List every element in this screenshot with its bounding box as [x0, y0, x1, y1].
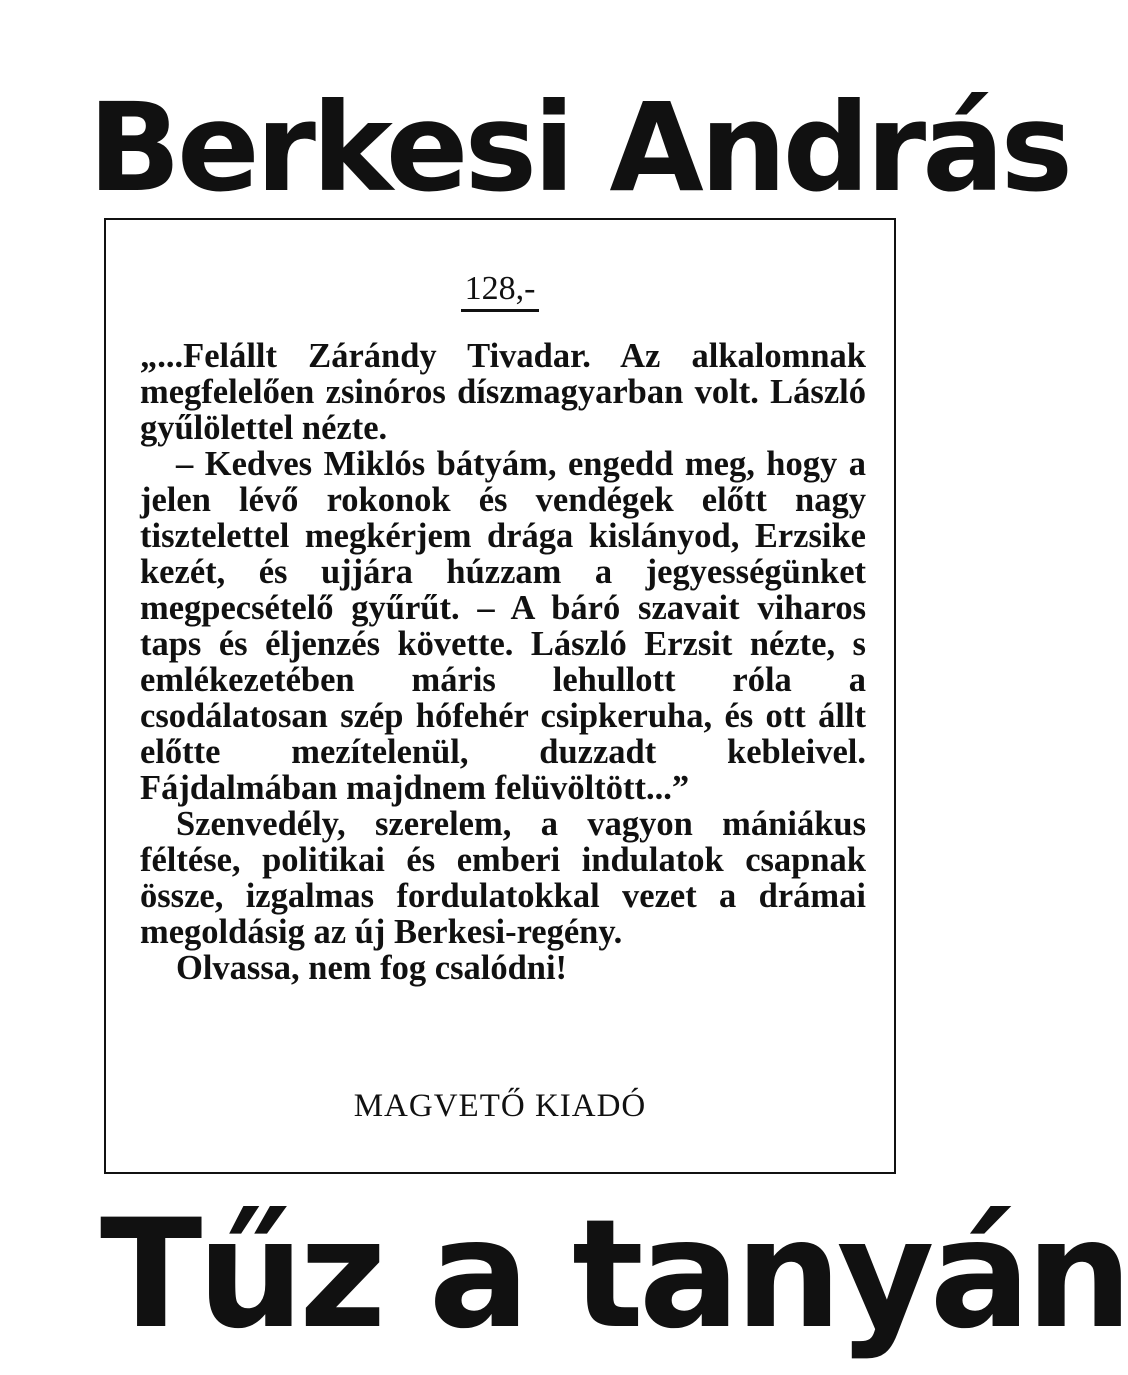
blurb-paragraph: „...Felállt Zárándy Tivadar. Az alkalomnak megfelelően zsinóros díszmagyarban volt. László gyűlölettel nézte. — [140, 337, 866, 447]
author-name: Berkesi András — [88, 77, 1070, 219]
blurb-paragraph: Olvassa, nem fog csalódni! — [176, 949, 568, 987]
blurb-text — [140, 338, 866, 986]
price-value: 128,- — [461, 270, 540, 312]
book-title: Tűz a tanyán — [100, 1188, 1128, 1362]
blurb-paragraph: – Kedves Miklós bátyám, engedd meg, hogy a jelen lévő rokonok és vendégek előtt nagy tisztelettel megkérjem drága kislányod, Erzsike kezét, és ujjára húzzam a jegyességünket megpecsételő gyűrűt. – A báró szavait viharos taps és éljenzés követte. László Erzsit nézte, s emlékezetében máris lehullott róla a csodálatosan szép hófehér csipkeruha, és ott állt előtte mezítelenül, duzzadt kebleivel. Fájdalmában majdnem felüvöltött...” — [140, 445, 866, 807]
blurb-frame — [104, 218, 896, 1174]
price-label — [106, 270, 894, 308]
publisher-name: MAGVETŐ KIADÓ — [353, 1088, 647, 1124]
blurb-paragraph: Szenvedély, szerelem, a vagyon mániákus féltése, politikai és emberi indulatok csapnak össze, izgalmas fordulatokkal vezet a drámai megoldásig az új Berkesi-regény. — [140, 805, 866, 951]
